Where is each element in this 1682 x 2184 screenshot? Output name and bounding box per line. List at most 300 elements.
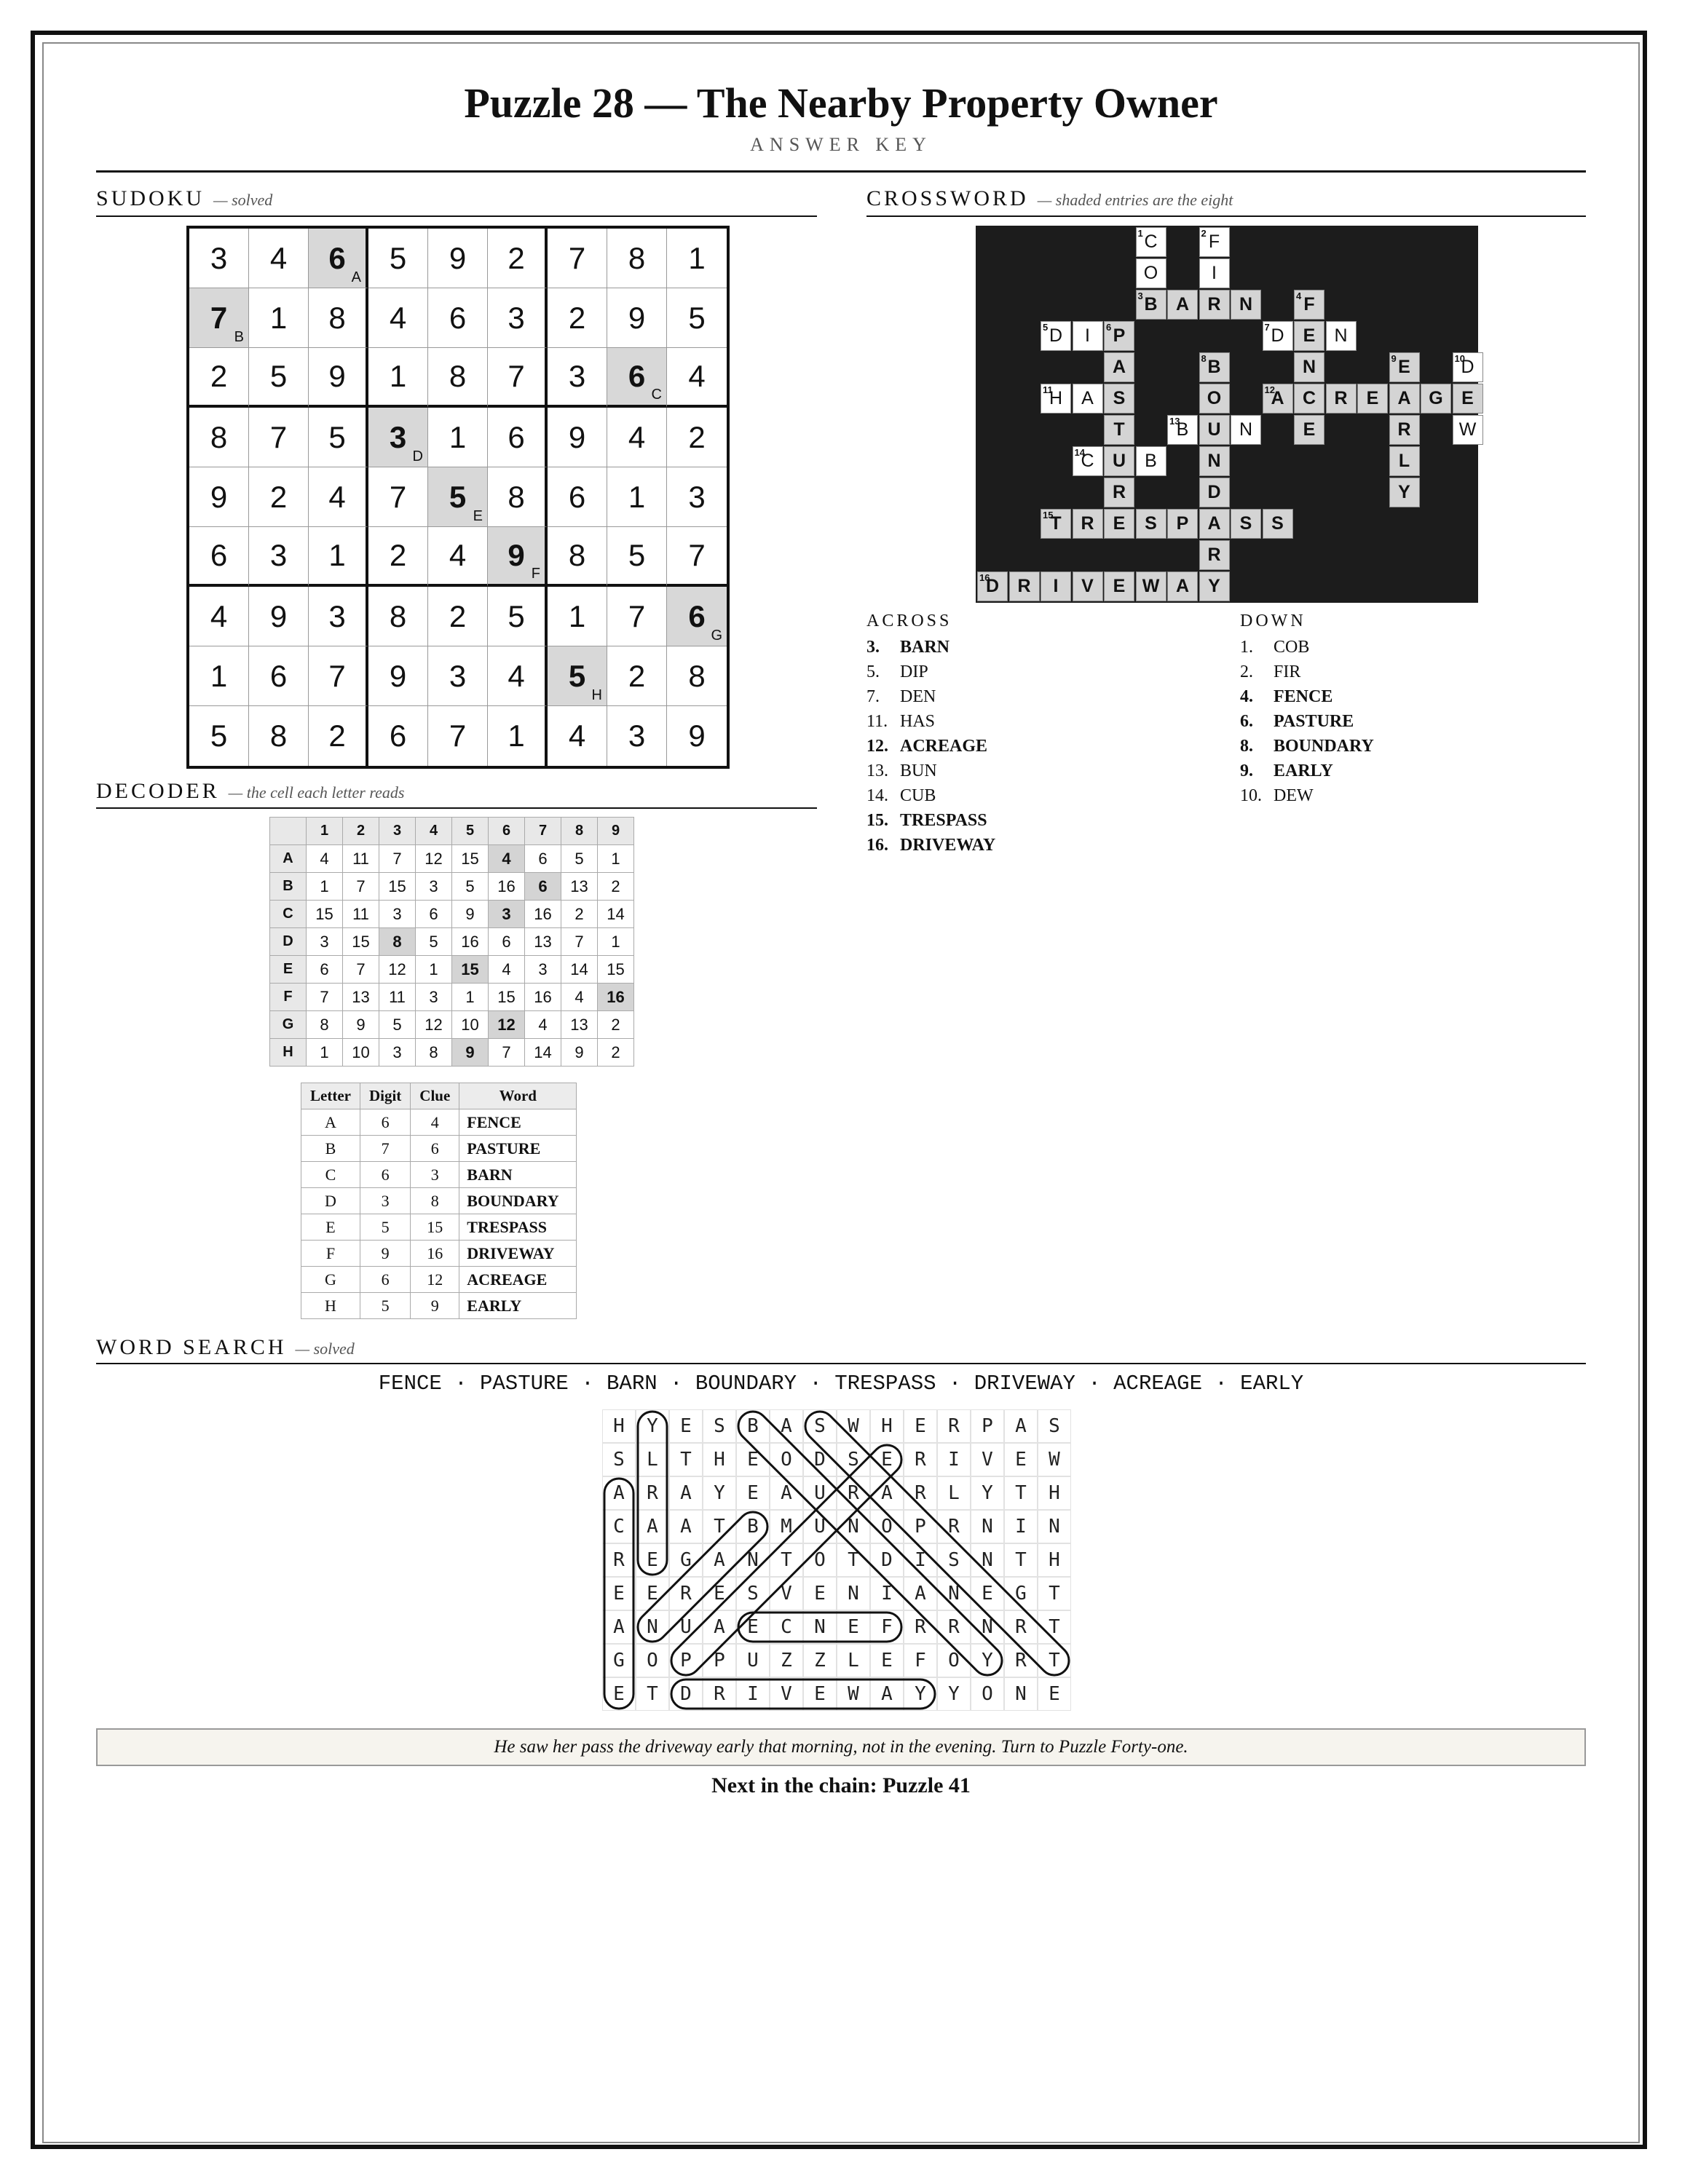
crossword-cell — [1199, 446, 1230, 476]
wordsearch-letter: R — [703, 1677, 736, 1711]
crossword-cell — [1263, 321, 1293, 351]
sudoku-cell-value: 8 — [328, 300, 346, 335]
mapping-row — [301, 1188, 577, 1214]
mapping-row — [301, 1136, 577, 1162]
crossword-cell — [1231, 509, 1261, 539]
sudoku-cell — [189, 467, 249, 527]
crossword-cell — [1199, 227, 1230, 257]
wordsearch-letter: Y — [904, 1677, 937, 1711]
crossword-cell-letter: S — [1271, 513, 1284, 534]
crossword-cell-letter: R — [1207, 545, 1221, 565]
wordsearch-letter: S — [937, 1543, 971, 1577]
crossword-cell — [1294, 352, 1324, 382]
wordsearch-letter: A — [870, 1677, 904, 1711]
sudoku-cell-value: 8 — [210, 419, 228, 454]
sudoku-cell — [249, 467, 309, 527]
crossword-cell-letter: Y — [1398, 482, 1410, 502]
sudoku-cell-value: 6 — [210, 538, 228, 572]
crossword-cell-letter: E — [1113, 513, 1126, 534]
decoder-col-header: 9 — [598, 818, 634, 845]
crossword-cell-letter: W — [1458, 419, 1477, 440]
sudoku-cell-value: 3 — [328, 598, 346, 633]
mapping-cell: TRESPASS — [459, 1214, 577, 1241]
crossword-cell-letter: C — [1144, 232, 1158, 252]
sudoku-cell-value: 5 — [328, 419, 346, 454]
sudoku-cell-value: 6 — [269, 658, 288, 693]
wordsearch-letter: N — [837, 1577, 870, 1610]
sudoku-cell — [428, 408, 488, 467]
sudoku-cell — [428, 646, 488, 706]
mapping-cell: 3 — [411, 1162, 459, 1188]
wordsearch-letter: P — [971, 1409, 1004, 1443]
across-clue-list — [866, 635, 995, 858]
crossword-cell-letter: T — [1050, 513, 1062, 534]
wordsearch-letter: E — [669, 1409, 703, 1443]
crossword-cell-letter: N — [1334, 325, 1348, 346]
sudoku-cell-value: 9 — [688, 719, 706, 753]
wordsearch-letter: N — [1038, 1510, 1071, 1543]
across-clue — [866, 635, 995, 660]
wordsearch-letter: E — [736, 1476, 770, 1510]
wordsearch-letter: O — [937, 1644, 971, 1677]
crossword-cell-letter: B — [1176, 419, 1189, 440]
sudoku-cell-value: 6 — [508, 419, 525, 454]
decoder-cell: 2 — [598, 1039, 634, 1067]
sudoku-cell-letter-tag: E — [473, 508, 483, 524]
wordsearch-letter: W — [1038, 1443, 1071, 1476]
decoder-cell: 5 — [452, 873, 489, 901]
decoder-cell: 9 — [561, 1039, 598, 1067]
wordsearch-letter: B — [736, 1510, 770, 1543]
wordsearch-letter: D — [870, 1543, 904, 1577]
down-clue — [1240, 759, 1374, 783]
crossword-rule — [866, 215, 1586, 217]
decoder-cell: 15 — [343, 928, 379, 956]
sudoku-cell-value: 3 — [688, 479, 706, 514]
mapping-cell: PASTURE — [459, 1136, 577, 1162]
wordsearch-letter: U — [803, 1476, 837, 1510]
sudoku-cell — [309, 467, 368, 527]
crossword-cell — [1389, 446, 1420, 476]
mapping-cell: 4 — [411, 1109, 459, 1136]
found-word-early — [638, 1412, 667, 1575]
crossword-cell-letter: I — [1085, 325, 1090, 346]
wordsearch-letter: E — [703, 1577, 736, 1610]
sudoku-cell — [607, 527, 667, 587]
sudoku-cell — [368, 467, 428, 527]
sudoku-cell — [249, 646, 309, 706]
mapping-row — [301, 1293, 577, 1319]
across-clue — [866, 660, 995, 684]
decoder-cell: 5 — [561, 845, 598, 873]
crossword-cell-letter: A — [1175, 576, 1190, 596]
sudoku-cell — [189, 229, 249, 288]
down-clue — [1240, 660, 1374, 684]
wordsearch-letter: L — [837, 1644, 870, 1677]
mapping-cell: FENCE — [459, 1109, 577, 1136]
crossword-cell-letter: P — [1176, 513, 1189, 534]
page-title: Puzzle 28 — The Nearby Property Owner — [464, 79, 1218, 127]
mapping-cell: D — [301, 1188, 360, 1214]
crossword-cell-letter: A — [1397, 388, 1411, 408]
clue-answer: HAS — [900, 712, 936, 731]
sudoku-cell-value: 5 — [389, 240, 407, 275]
crossword-cell — [1073, 446, 1103, 476]
sudoku-cell — [667, 527, 727, 587]
decoder-row — [270, 956, 634, 984]
wordsearch-letter: Y — [937, 1677, 971, 1711]
down-clue-list — [1240, 635, 1374, 808]
crossword-cell-letter: R — [1397, 419, 1411, 440]
decoder-cell: 15 — [379, 873, 416, 901]
sudoku-cell-value: 4 — [449, 538, 467, 572]
sudoku-cell — [607, 229, 667, 288]
decoder-cell: 10 — [343, 1039, 379, 1067]
crossword-cell — [977, 571, 1008, 601]
crossword-cell — [1104, 478, 1134, 507]
decoder-cell: 1 — [598, 928, 634, 956]
crossword-cell-letter: B — [1144, 294, 1158, 314]
wordsearch-letter: A — [602, 1610, 636, 1644]
clue-answer: DEN — [900, 687, 936, 706]
sudoku-cell — [607, 587, 667, 646]
sudoku-cell-value: 4 — [328, 479, 346, 514]
wordsearch-letter: N — [636, 1610, 669, 1644]
sudoku-cell-value: 1 — [568, 598, 586, 633]
crossword-cell — [1104, 446, 1134, 476]
decoder-col-header: 8 — [561, 818, 598, 845]
crossword-cell-letter: D — [1271, 325, 1284, 346]
sudoku-cell-value: 8 — [449, 359, 467, 393]
decoder-cell: 13 — [561, 873, 598, 901]
decoder-cell: 2 — [561, 901, 598, 928]
sudoku-cell — [428, 229, 488, 288]
wordsearch-letter: T — [837, 1543, 870, 1577]
crossword-cell — [1041, 384, 1071, 414]
wordsearch-letter: A — [770, 1476, 803, 1510]
wordsearch-letter: Z — [803, 1644, 837, 1677]
sudoku-cell — [368, 229, 428, 288]
sudoku-cell — [309, 408, 368, 467]
wordsearch-letter: I — [736, 1677, 770, 1711]
clue-number: 2. — [1240, 662, 1253, 681]
crossword-cell — [1389, 384, 1420, 414]
wordsearch-letter: M — [770, 1510, 803, 1543]
wordsearch-letter: G — [1004, 1577, 1038, 1610]
sudoku-cell-value: 7 — [210, 300, 228, 335]
sudoku-cell-value: 7 — [449, 719, 467, 753]
decoder-cell: 1 — [452, 984, 489, 1011]
down-clue — [1240, 734, 1374, 759]
sudoku-cell-value: 3 — [568, 359, 586, 393]
sudoku-cell-value: 8 — [508, 479, 525, 514]
crossword-cell — [1199, 415, 1230, 445]
sudoku-cell — [189, 288, 249, 348]
sudoku-cell-value: 2 — [269, 479, 288, 514]
wordsearch-letter: V — [971, 1443, 1004, 1476]
crossword-cell-letter: B — [1145, 451, 1157, 471]
sudoku-cell-letter-tag: G — [711, 628, 722, 644]
crossword-cell-letter: F — [1303, 294, 1315, 314]
crossword-cell-letter: E — [1303, 325, 1316, 346]
sudoku-cell-value: 6 — [568, 479, 586, 514]
crossword-cell — [1041, 321, 1071, 351]
decoder-cell: 7 — [343, 956, 379, 984]
wordsearch-letter: R — [904, 1610, 937, 1644]
crossword-cell-letter: N — [1239, 419, 1253, 440]
mapping-header-row — [301, 1083, 577, 1109]
decoder-cell: 2 — [598, 873, 634, 901]
letter-mapping-table — [301, 1083, 577, 1319]
wordsearch-letter: L — [636, 1443, 669, 1476]
crossword-cell — [1073, 384, 1103, 414]
decoder-cell: 1 — [598, 845, 634, 873]
crossword-cell — [1136, 290, 1166, 320]
found-word-pasture — [666, 1439, 908, 1682]
crossword-cell-letter: R — [1017, 576, 1031, 596]
decoder-cell: 1 — [307, 1039, 343, 1067]
crossword-cell-letter: O — [1207, 388, 1222, 408]
wordsearch-letter: O — [636, 1644, 669, 1677]
wordsearch-letter: A — [636, 1510, 669, 1543]
wordsearch-letter: W — [837, 1677, 870, 1711]
wordsearch-letter: E — [736, 1610, 770, 1644]
sudoku-grid — [186, 226, 730, 769]
sudoku-cell — [428, 706, 488, 766]
sudoku-cell-value: 2 — [210, 359, 228, 393]
across-clue — [866, 684, 995, 709]
wordsearch-letter: H — [1038, 1476, 1071, 1510]
mapping-row — [301, 1214, 577, 1241]
wordsearch-letter: T — [1038, 1577, 1071, 1610]
crossword-cell-letter: A — [1081, 388, 1094, 408]
wordsearch-letter: N — [837, 1510, 870, 1543]
wordsearch-letter: H — [870, 1409, 904, 1443]
crossword-cell — [1104, 509, 1134, 539]
crossword-cell — [1073, 571, 1103, 601]
sudoku-cell — [189, 408, 249, 467]
decoder-cell: 11 — [343, 901, 379, 928]
sudoku-cell-value: 9 — [328, 359, 346, 393]
decoder-row — [270, 928, 634, 956]
decoder-row — [270, 845, 634, 873]
crossword-cell — [1073, 509, 1103, 539]
decoder-cell: 16 — [489, 873, 525, 901]
crossword-cell-letter: B — [1207, 357, 1221, 377]
sudoku-cell — [548, 587, 607, 646]
crossword-cell — [1389, 352, 1420, 382]
sudoku-cell — [548, 467, 607, 527]
across-clue — [866, 709, 995, 734]
sudoku-cell-letter-tag: H — [591, 687, 602, 703]
decoder-rule — [96, 807, 817, 809]
clue-number: 16. — [866, 836, 888, 855]
wordsearch-heading-title: WORD SEARCH — [96, 1335, 287, 1359]
sudoku-cell-value: 1 — [508, 719, 525, 753]
wordsearch-letter: P — [904, 1510, 937, 1543]
decoder-cell: 7 — [343, 873, 379, 901]
sudoku-cell — [189, 527, 249, 587]
wordsearch-letter: C — [770, 1610, 803, 1644]
sudoku-cell — [488, 706, 548, 766]
crossword-cell-letter: N — [1239, 294, 1253, 314]
sudoku-cell-value: 6 — [389, 719, 407, 753]
clue-number: 9. — [1240, 761, 1253, 780]
wordsearch-letter: A — [703, 1610, 736, 1644]
crossword-cell-letter: H — [1049, 388, 1063, 408]
mapping-cell: A — [301, 1109, 360, 1136]
sudoku-cell-value: 2 — [508, 240, 525, 275]
crossword-cell-letter: A — [1207, 513, 1221, 534]
sudoku-cell — [667, 587, 727, 646]
crossword-cell — [1357, 384, 1388, 414]
mapping-cell: H — [301, 1293, 360, 1319]
sudoku-cell-value: 3 — [628, 719, 646, 753]
sudoku-cell — [428, 587, 488, 646]
wordsearch-letter: T — [770, 1543, 803, 1577]
crossword-cell — [1199, 258, 1230, 288]
decoder-cell: 15 — [452, 845, 489, 873]
sudoku-cell-value: 2 — [688, 419, 706, 454]
crossword-cell-number: 2 — [1201, 228, 1207, 239]
decoder-heading-title: DECODER — [96, 779, 220, 803]
crossword-cell-letter: D — [1207, 482, 1221, 502]
crossword-cell — [1453, 415, 1483, 445]
crossword-cell — [1294, 290, 1324, 320]
sudoku-cell — [488, 527, 548, 587]
decoder-row-header: G — [270, 1011, 307, 1039]
crossword-cell — [1199, 290, 1230, 320]
sudoku-cell-value: 5 — [449, 479, 467, 514]
mapping-cell: 3 — [360, 1188, 410, 1214]
wordsearch-letter: H — [602, 1409, 636, 1443]
wordsearch-letter: T — [703, 1510, 736, 1543]
wordsearch-letter: G — [669, 1543, 703, 1577]
sudoku-cell — [189, 706, 249, 766]
crossword-cell — [1199, 571, 1230, 601]
sudoku-cell-value: 6 — [328, 240, 346, 275]
crossword-cell — [1104, 415, 1134, 445]
clue-answer: DRIVEWAY — [900, 836, 996, 855]
crossword-heading — [866, 186, 1233, 211]
decoder-cell: 12 — [416, 845, 452, 873]
sudoku-cell-value: 7 — [508, 359, 525, 393]
wordsearch-letter: I — [1004, 1510, 1038, 1543]
mapping-cell: BARN — [459, 1162, 577, 1188]
sudoku-cell — [607, 348, 667, 408]
sudoku-cell-value: 2 — [328, 719, 346, 753]
sudoku-cell — [189, 348, 249, 408]
decoder-col-header: 4 — [416, 818, 452, 845]
wordsearch-letter: R — [837, 1476, 870, 1510]
sudoku-cell — [488, 467, 548, 527]
decoder-cell: 6 — [525, 845, 561, 873]
wordsearch-letter: Y — [703, 1476, 736, 1510]
wordsearch-letter: E — [904, 1409, 937, 1443]
wordsearch-letter: G — [602, 1644, 636, 1677]
sudoku-heading-note: — solved — [213, 191, 273, 209]
decoder-cell: 2 — [598, 1011, 634, 1039]
crossword-cell — [1104, 352, 1134, 382]
crossword-cell-number: 15 — [1043, 510, 1054, 521]
crossword-cell-letter: S — [1145, 513, 1157, 534]
wordsearch-letter: Y — [636, 1409, 669, 1443]
sudoku-cell-value: 7 — [688, 538, 706, 572]
clue-answer: TRESPASS — [900, 811, 987, 830]
wordsearch-letter: C — [602, 1510, 636, 1543]
mapping-cell: 9 — [411, 1293, 459, 1319]
decoder-cell: 16 — [525, 984, 561, 1011]
wordsearch-letter: S — [736, 1577, 770, 1610]
sudoku-cell-value: 5 — [210, 719, 228, 753]
sudoku-cell-value: 1 — [328, 538, 346, 572]
crossword-cell-letter: D — [1049, 325, 1063, 346]
down-clue — [1240, 684, 1374, 709]
sudoku-cell — [309, 348, 368, 408]
sudoku-cell — [548, 348, 607, 408]
sudoku-cell — [607, 467, 667, 527]
page-subtitle: ANSWER KEY — [750, 134, 932, 155]
mapping-cell: DRIVEWAY — [459, 1241, 577, 1267]
mapping-cell: 16 — [411, 1241, 459, 1267]
decoder-header-row — [270, 818, 634, 845]
mapping-cell: EARLY — [459, 1293, 577, 1319]
across-clue — [866, 734, 995, 759]
wordsearch-letter: P — [703, 1644, 736, 1677]
decoder-cell: 7 — [307, 984, 343, 1011]
clue-number: 10. — [1240, 786, 1262, 805]
sudoku-cell-letter-tag: A — [351, 269, 361, 285]
sudoku-cell-value: 9 — [568, 419, 586, 454]
clue-number: 14. — [866, 786, 888, 805]
sudoku-cell — [368, 348, 428, 408]
sudoku-cell-value: 7 — [568, 240, 586, 275]
wordsearch-letter: T — [1004, 1543, 1038, 1577]
wordsearch-letter: A — [870, 1476, 904, 1510]
decoder-col-header: 5 — [452, 818, 489, 845]
wordsearch-letter: H — [1038, 1543, 1071, 1577]
wordsearch-letter: D — [669, 1677, 703, 1711]
found-word-trespass — [799, 1406, 1075, 1682]
crossword-cell-number: 5 — [1043, 322, 1049, 333]
sudoku-cell-value: 1 — [688, 240, 706, 275]
crossword-cell-letter: O — [1143, 263, 1158, 283]
sudoku-cell — [488, 229, 548, 288]
wordsearch-letter: N — [971, 1610, 1004, 1644]
crossword-cell-letter: A — [1271, 388, 1284, 408]
sudoku-cell — [488, 348, 548, 408]
wordsearch-letter: R — [937, 1510, 971, 1543]
decoder-cell: 13 — [343, 984, 379, 1011]
decoder-row — [270, 984, 634, 1011]
wordsearch-letter: S — [837, 1443, 870, 1476]
decoder-cell: 5 — [379, 1011, 416, 1039]
decoder-cell: 16 — [452, 928, 489, 956]
wordsearch-letter: I — [937, 1443, 971, 1476]
crossword-cell-letter: G — [1429, 388, 1443, 408]
sudoku-cell-value: 9 — [210, 479, 228, 514]
decoder-cell: 8 — [379, 928, 416, 956]
crossword-cell — [1326, 384, 1357, 414]
wordsearch-word-list: FENCE · PASTURE · BARN · BOUNDARY · TRESPASS · DRIVEWAY · ACREAGE · EARLY — [378, 1372, 1304, 1396]
wordsearch-letter: R — [904, 1476, 937, 1510]
wordsearch-letter: V — [770, 1677, 803, 1711]
decoder-cell: 16 — [525, 901, 561, 928]
sudoku-cell-value: 2 — [389, 538, 407, 572]
sudoku-cell-value: 4 — [628, 419, 646, 454]
decoder-cell: 4 — [489, 845, 525, 873]
crossword-cell — [1136, 227, 1166, 257]
